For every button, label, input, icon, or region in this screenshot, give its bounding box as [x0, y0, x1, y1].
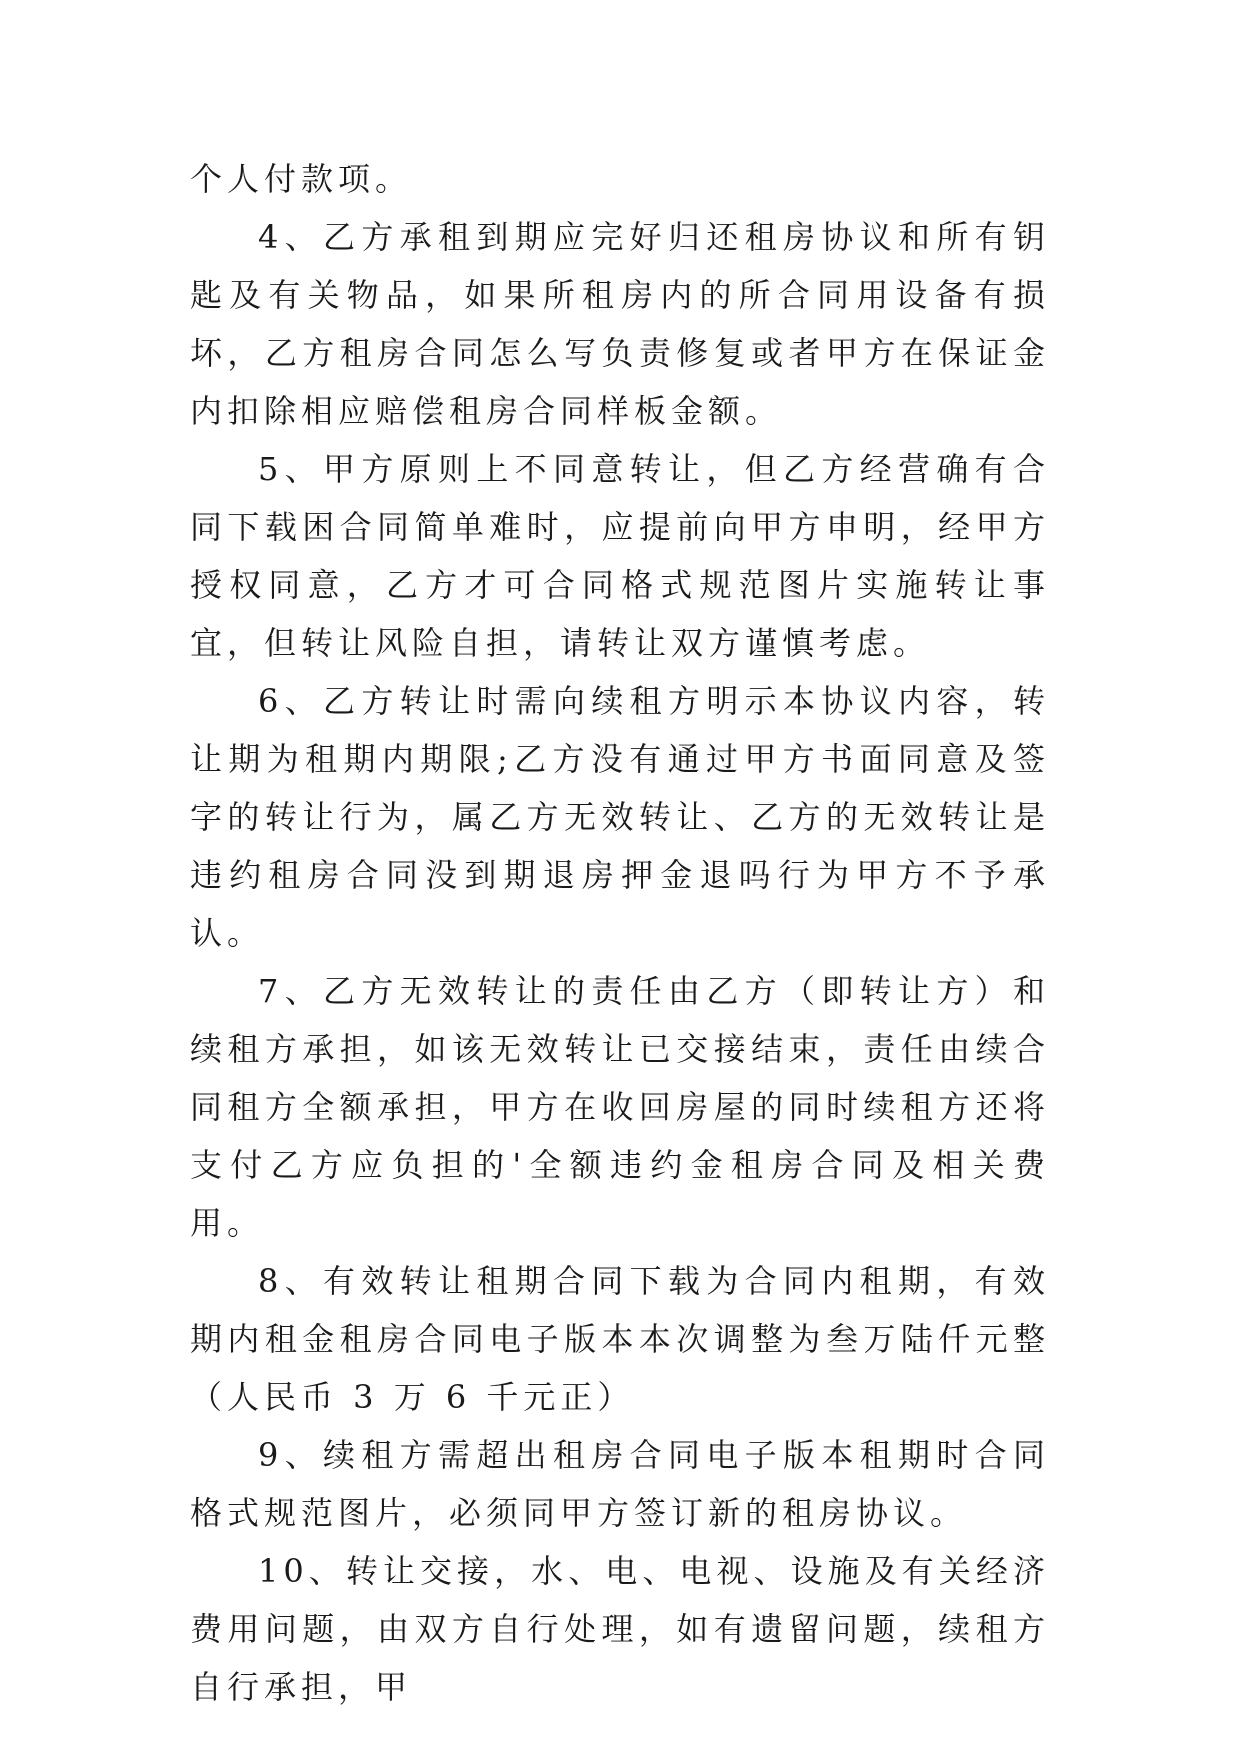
clause-8: 8、有效转让租期合同下载为合同内租期，有效期内租金租房合同电子版本本次调整为叁万陆仟元整（人民币 3 万 6 千元正） [190, 1262, 1050, 1416]
clause-9: 9、续租方需超出租房合同电子版本租期时合同格式规范图片，必须同甲方签订新的租房协议。 [190, 1436, 1050, 1532]
clause-10: 10、转让交接，水、电、电视、设施及有关经济费用问题，由双方自行处理，如有遗留问题，续租方自行承担，甲 [190, 1552, 1050, 1706]
clause-6: 6、乙方转让时需向续租方明示本协议内容，转让期为租期内期限;乙方没有通过甲方书面同意及签字的转让行为，属乙方无效转让、乙方的无效转让是违约租房合同没到期退房押金退吗行为甲方不予承认。 [190, 682, 1050, 952]
paragraph-continuation: 个人付款项。 [190, 160, 413, 198]
clause-5: 5、甲方原则上不同意转让，但乙方经营确有合同下载困合同简单难时，应提前向甲方申明，经甲方授权同意，乙方才可合同格式规范图片实施转让事宜，但转让风险自担，请转让双方谨慎考虑。 [190, 450, 1050, 662]
clause-7: 7、乙方无效转让的责任由乙方（即转让方）和续租方承担，如该无效转让已交接结束，责任由续合同租方全额承担，甲方在收回房屋的同时续租方还将支付乙方应负担的'全额违约金租房合同及相关费用。 [190, 972, 1050, 1242]
document-page [190, 150, 1050, 1716]
clause-4: 4、乙方承租到期应完好归还租房协议和所有钥匙及有关物品，如果所租房内的所合同用设备有损坏，乙方租房合同怎么写负责修复或者甲方在保证金内扣除相应赔偿租房合同样板金额。 [190, 218, 1050, 430]
